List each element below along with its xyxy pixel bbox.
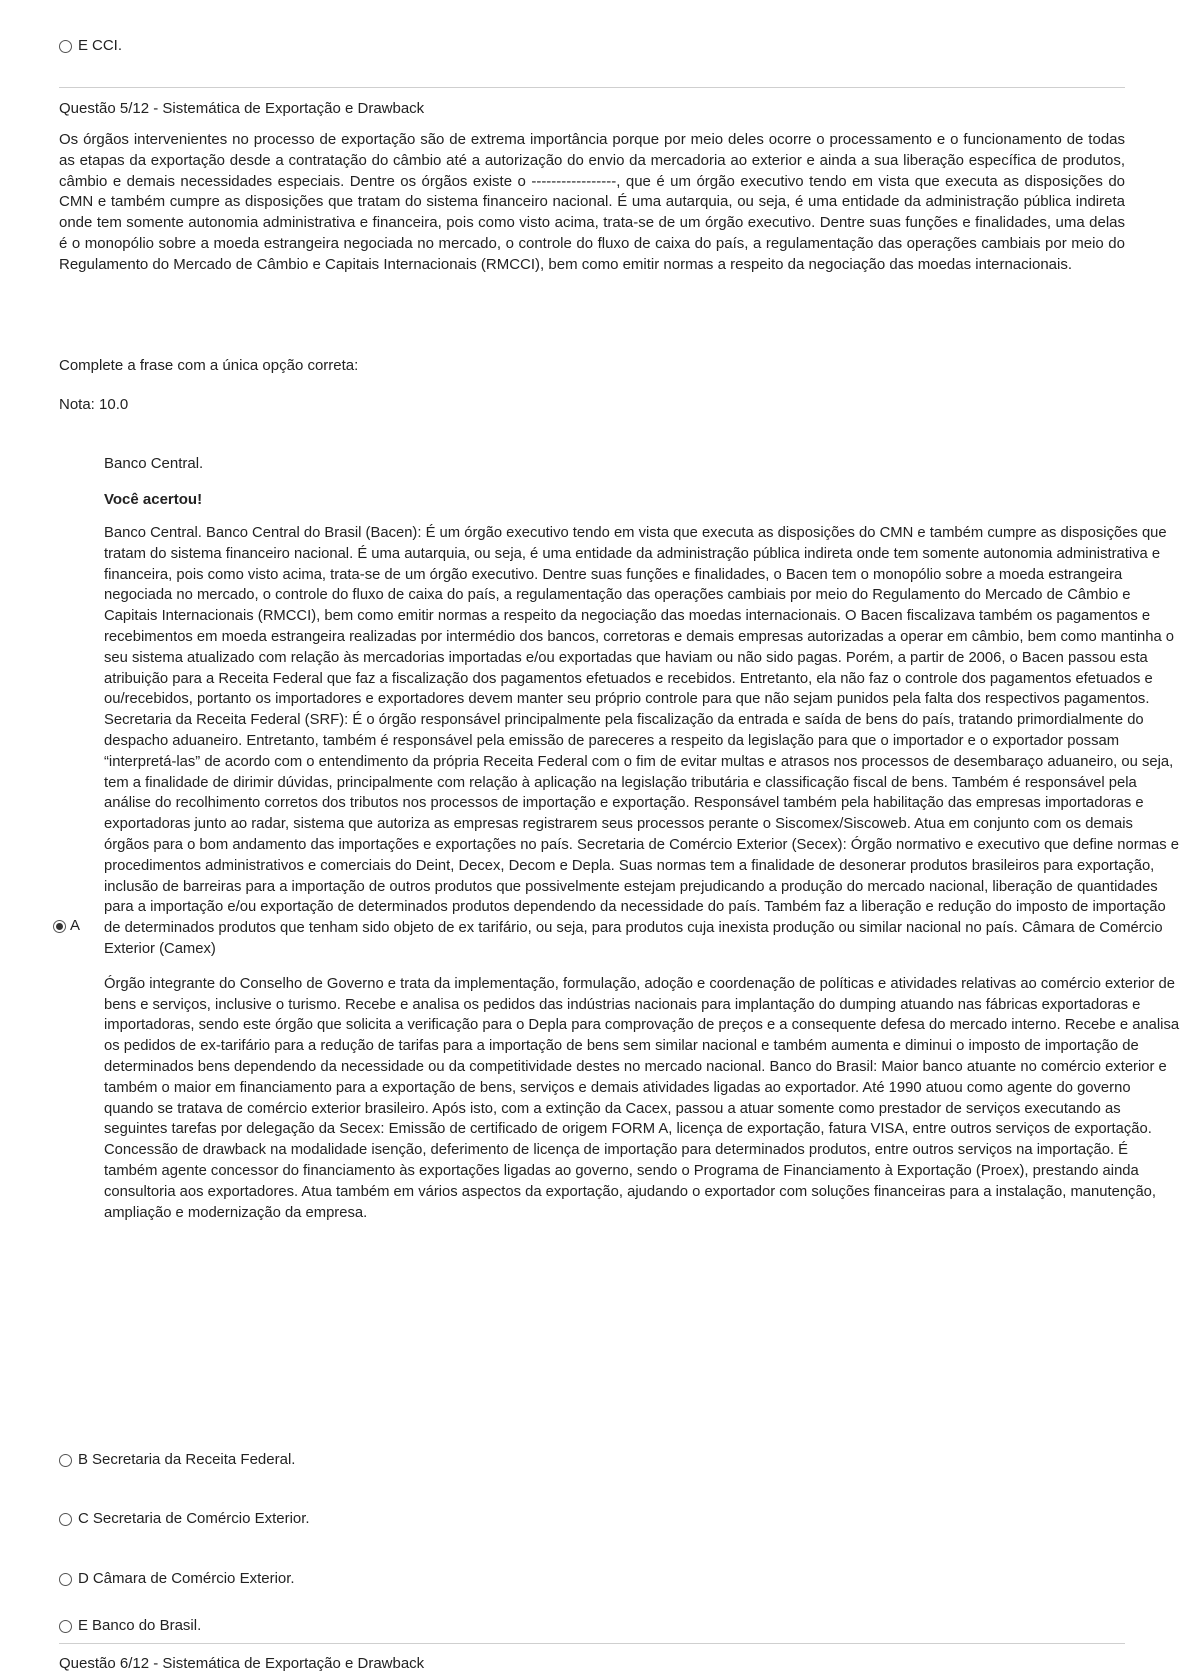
option-text: CCI. [92,37,123,54]
option-text: Banco do Brasil. [92,1617,202,1634]
option-c[interactable] [59,1510,310,1528]
question-divider [59,87,1125,88]
option-text: Secretaria da Receita Federal. [92,1451,296,1468]
option-text: Secretaria de Comércio Exterior. [92,1510,310,1527]
answer-feedback [104,455,1182,1223]
option-a-marker[interactable] [53,917,80,935]
radio-button[interactable] [59,1620,72,1633]
option-text: Câmara de Comércio Exterior. [92,1570,295,1587]
option-d[interactable] [59,1570,295,1588]
selected-answer-text: Banco Central. [104,455,204,472]
option-b[interactable] [59,1451,295,1469]
option-letter: A [70,917,81,934]
radio-button[interactable] [59,1513,72,1526]
radio-button[interactable] [59,1454,72,1467]
option-letter: D [78,1570,89,1587]
option-letter: C [78,1510,89,1527]
feedback-explanation: Órgão integrante do Conselho de Governo e trata da implementação, formulação, adoção e coordenação de políticas e atividades relativas ao comércio exterior de bens e serviços, inclusive o turismo. Recebe e analisa os pedidos das indústrias nacionais para implantação do dumping atuando nas fábricas exportadoras e importadoras, sendo este órgão que solicita a verificação para o Depla para comprovação de preços e a consequente defesa do mercado interno. Recebe e analisa os pedidos de ex-tarifário para a redução de tarifas para a importação de bens sem similar nacional e também aumenta e diminui o imposto de importação de determinados bens dependendo da necessidade ou da competitividade destes no mercado nacional. Banco do Brasil: Maior banco atuante no comércio exterior e também o maior em financiamento para a exportação de bens, serviços e demais atividades ligadas ao exportador. Até 1990 atuou como agente do governo quando se tratava de comércio exterior brasileiro. Após isto, com a extinção da Cacex, passou a atuar somente como prestador de serviços executando as seguintes tarefas por delegação da Secex: Emissão de certificado de origem FORM A, licença de exportação, fatura VISA, entre outros serviços de exportação. Concessão de drawback na modalidade isenção, deferimento de licença de importação para determinados produtos, entre outros serviços na importação. É também agente concessor do financiamento às exportações ligadas ao governo, sendo o Programa de Financiamento à Exportação (Proex), prestando ainda consultoria aos exportadores. Atua também em vários aspectos da exportação, ajudando o exportador com soluções financeiras para a instalação, manutenção, ampliação e modernização da empresa. [104,975,1180,1221]
radio-button[interactable] [59,40,72,53]
question-grade: Nota: 10.0 [59,396,129,413]
option-e[interactable] [59,1617,201,1635]
next-question-title: Questão 6/12 - Sistemática de Exportação e Drawback [59,1655,425,1672]
question-statement: Os órgãos intervenientes no processo de exportação são de extrema importância porque por meio deles ocorre o processamento e o funcionamento de todas as etapas da exportação desde a contratação do câmbio até a autorização do envio da mercadoria ao exterior e ainda a sua liberação específica de produtos, câmbio e demais necessidades especiais. Dentre os órgãos existe o -----------------, que é um órgão executivo tendo em vista que executa as disposições do CMN e também cumpre as disposições que tratam do sistema financeiro nacional. É uma autarquia, ou seja, é uma entidade da administração pública indireta onde tem somente autonomia administrativa e financeira, pois como visto acima, trata-se de um órgão executivo. Dentre suas funções e finalidades, uma delas é o monopólio sobre a moeda estrangeira negociada no mercado, o controle do fluxo de caixa do país, a regulamentação das operações cambiais por meio do Regulamento do Mercado de Câmbio e Capitais Internacionais (RMCCI), bem como emitir normas a respeito da negociação das moedas internacionais. [59,131,1125,273]
question-title: Questão 5/12 - Sistemática de Exportação e Drawback [59,100,425,117]
option-letter: E [78,37,89,54]
option-letter: B [78,1451,89,1468]
question-instruction: Complete a frase com a única opção correta: [59,357,359,374]
radio-button[interactable] [59,1573,72,1586]
option-letter: E [78,1617,89,1634]
feedback-explanation: Banco Central. Banco Central do Brasil (Bacen): É um órgão executivo tendo em vista que executa as disposições do CMN e também cumpre as disposições que tratam do sistema financeiro nacional. É uma autarquia, ou seja, é uma entidade da administração pública indireta onde tem somente autonomia administrativa e financeira, pois como visto acima, trata-se de um órgão executivo. Dentre suas funções e finalidades, o Bacen tem o monopólio sobre a moeda estrangeira negociada no mercado, o controle do fluxo de caixa do país, a regulamentação das operações cambiais por meio do Regulamento do Mercado de Câmbio e Capitais Internacionais (RMCCI), bem como emitir normas a respeito da negociação das moedas internacionais. O Bacen fiscalizava também os pagamentos e recebimentos em moeda estrangeira realizadas por intermédio dos bancos, corretoras e demais empresas autorizadas a operar em câmbio, bem como mantinha o seu sistema atualizado com relação às mercadorias importadas e/ou exportadas que haviam ou não sido pagas. Porém, a partir de 2006, o Bacen passou esta atribuição para a Receita Federal que faz a fiscalização dos pagamentos efetuados e recebidos. Entretanto, ela não faz o controle dos pagamentos efetuados e ou/recebidos, portanto os importadores e exportadores devem manter seu próprio controle para que não sejam punidos pela falta dos respectivos pagamentos. Secretaria da Receita Federal (SRF): É o órgão responsável principalmente pela fiscalização da entrada e saída de bens do país, tratando primordialmente do despacho aduaneiro. Entretanto, também é responsável pela emissão de pareceres a respeito da legislação para que o importador e o exportador possam “interpretá-las” de acordo com o entendimento da própria Receita Federal com o fim de evitar multas e atrasos nos processos de desembaraço aduaneiro, ou seja, tem a finalidade de dirimir dúvidas, principalmente com relação à aplicação na legislação tributária e classificação fiscal de bens. Também é responsável pela análise do recolhimento corretos dos tributos nos processos de importação e exportação. Responsável também pela habilitação das empresas importadoras e exportadoras junto ao radar, sistema que autoriza as empresas registrarem seus processos perante o Siscomex/Siscoweb. Atua em conjunto com os demais órgãos para o bom andamento das importações e exportações no país. Secretaria de Comércio Exterior (Secex): Órgão normativo e executivo que define normas e procedimentos administrativos e comerciais do Deint, Decex, Decom e Depla. Suas normas tem a finalidade de desonerar produtos brasileiros para exportação, inclusão de barreiras para a importação de outros produtos que possivelmente estejam prejudicando a produção do mercado nacional, liberação de quantidades para a importação e/ou exportação de determinados produtos dependendo da necessidade do país. Também faz a liberação e redução do imposto de importação de determinados produtos que tenham sido objeto de ex tarifário, ou seja, para produtos cuja inexista produção ou similar nacional no país. Câmara de Comércio Exterior (Camex) [104,525,1179,957]
prev-option-e[interactable] [59,37,122,55]
question-divider [59,1643,1125,1644]
feedback-title: Você acertou! [104,491,203,508]
radio-button-selected[interactable] [53,920,66,933]
